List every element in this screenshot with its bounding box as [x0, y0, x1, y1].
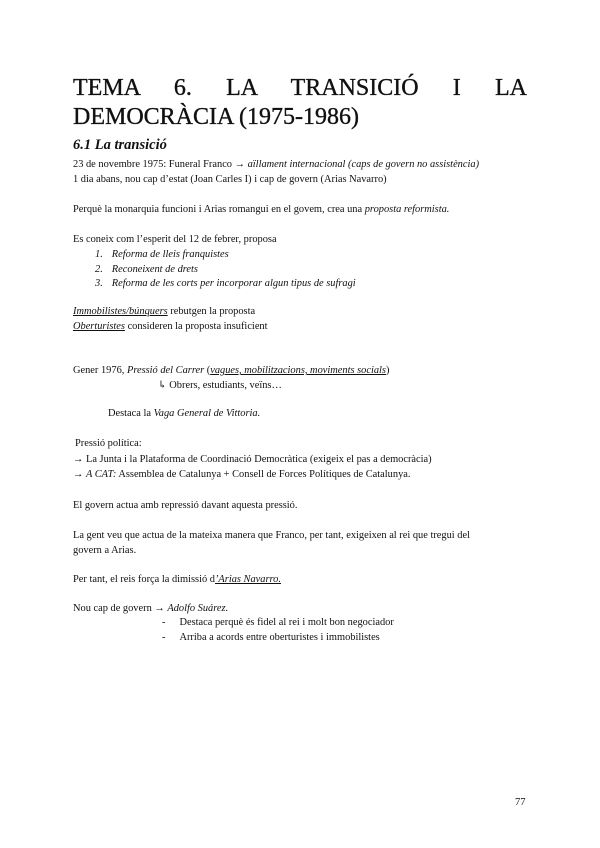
page-title: TEMA 6. LA TRANSICIÓ I LA DEMOCRÀCIA (1975-1986) [73, 75, 527, 130]
catalonia-line: → A CAT: Assemblea de Catalunya + Consell de Forces Polítiques de Catalunya. [73, 469, 411, 480]
spirit-line: Es coneix com l’esperit del 12 de febrer, proposa [73, 234, 277, 245]
page-number: 77 [515, 797, 526, 808]
oberturists-line: Oberturistes consideren la proposta insuficient [73, 321, 268, 332]
immobilists-line: Immobilistes/búnquers rebutgen la proposta [73, 306, 256, 317]
bullet-item: - Arriba a acords entre oberturistes i immobilistes [162, 632, 380, 643]
political-pressure-line: Pressió política: [75, 438, 142, 449]
list-item: 1. Reforma de lleis franquistes [95, 249, 229, 260]
day-before-line: 1 dia abans, nou cap d’estat (Joan Carles I) i cap de govern (Arias Navarro) [73, 174, 387, 185]
resignation-line: Per tant, el reis força la dimissió d’Arias Navarro. [73, 574, 281, 585]
list-item: 3. Reforma de les corts per incorporar algun tipus de sufragi [95, 278, 356, 289]
vittoria-strike-line: Destaca la Vaga General de Vittoria. [108, 408, 261, 419]
workers-line: ↳ Obrers, estudiants, veïns… [158, 380, 282, 391]
bullet-item: - Destaca perquè és fidel al rei i molt bon negociador [162, 617, 394, 628]
people-line-1: La gent veu que actua de la mateixa manera que Franco, per tant, exigeixen al rei que tregui del [73, 530, 470, 541]
street-pressure-line: Gener 1976, Pressió del Carrer (vagues, mobilitzacions, moviments socials) [73, 365, 390, 376]
section-heading: 6.1 La transició [73, 137, 167, 153]
repression-line: El govern actua amb repressió davant aquesta pressió. [73, 500, 298, 511]
new-head-line: Nou cap de govern → Adolfo Suárez. [73, 603, 229, 614]
junta-line: → La Junta i la Plataforma de Coordinació Democràtica (exigeix el pas a democràcia) [73, 454, 432, 465]
people-line-2: govern a Arias. [73, 545, 137, 556]
list-item: 2. Reconeixent de drets [95, 264, 198, 275]
reformist-proposal-line: Perquè la monarquia funcioni i Arias romangui en el govem, crea una proposta reformista. [73, 204, 450, 215]
funeral-line: 23 de novembre 1975: Funeral Franco → aïllament internacional (caps de govern no assistència) [73, 159, 480, 170]
